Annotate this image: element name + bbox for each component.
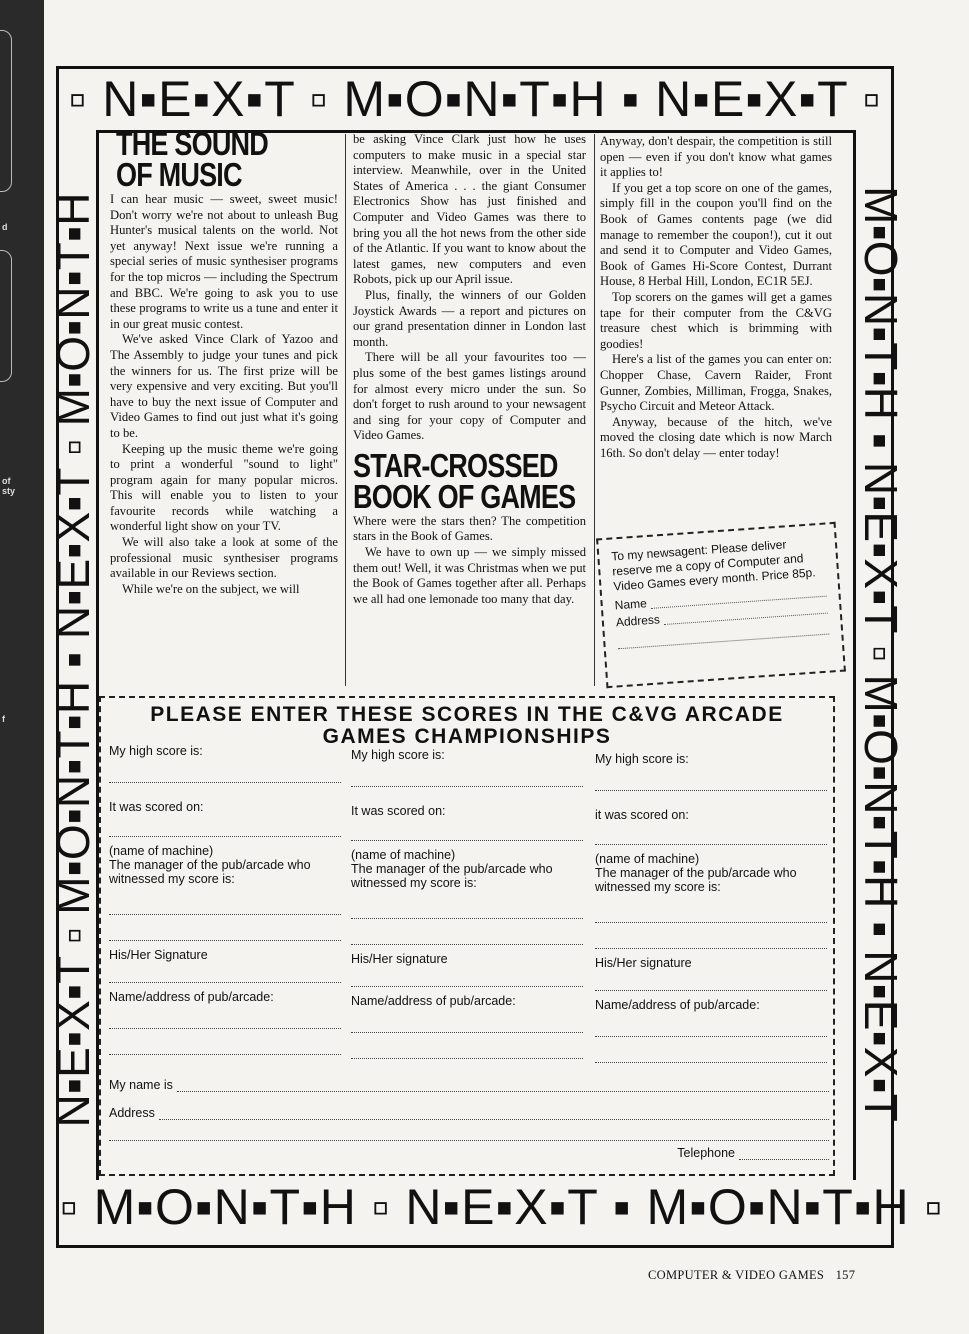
border-text-bottom: ▫ M▪O▪N▪T▪H ▫ N▪E▪X▪T ▪ M▪O▪N▪T▪H ▫ bbox=[60, 1179, 944, 1235]
address-label: Address bbox=[109, 1106, 155, 1120]
pub-label: Name/address of pub/arcade: bbox=[109, 990, 274, 1004]
paragraph: I can hear music — sweet, sweet music! Don't worry we're not about to unleash Bug Hunter's musical talents on the world. Not yet anyway! Next issue we're running a special series of music synthesiser programs for the top micros — including the Spectrum and BBC. We're going to ask you to use these programs to write us a tune and enter it in our great music contest. bbox=[110, 192, 338, 331]
signature-label: His/Her signature bbox=[595, 956, 692, 970]
article-book-of-games-contest bbox=[600, 134, 832, 461]
signature-label: His/Her Signature bbox=[109, 948, 208, 962]
border-text-right: M▪O▪N▪T▪H ▪ N▪E▪X▪T ▫ M▪O▪N▪T▪H ▪ N▪E▪X▪T bbox=[855, 186, 907, 1122]
column-rule bbox=[345, 134, 346, 686]
pub-field-2[interactable] bbox=[351, 1046, 583, 1059]
scored-on-label: It was scored on: bbox=[109, 800, 204, 814]
manager-field[interactable] bbox=[351, 906, 583, 919]
pub-label: Name/address of pub/arcade: bbox=[595, 998, 760, 1012]
manager-label: The manager of the pub/arcade who witnessed my score is: bbox=[595, 866, 797, 894]
paragraph: We will also take a look at some of the professional music synthesiser programs available in our Reviews section. bbox=[110, 535, 338, 581]
coupon-address-label: Address bbox=[615, 612, 661, 630]
paragraph: Here's a list of the games you can enter on: Chopper Chase, Cavern Raider, Front Gunner, Zombies, Milliman, Frogga, Snakes, Psycho Circuit and Meteor Attack. bbox=[600, 352, 832, 414]
address-row[interactable] bbox=[109, 1106, 829, 1120]
paragraph: be asking Vince Clark just how he uses computers to make music in a special star interview. Meanwhile, over in the United States of America . . . the giant Consumer Electronics Show has just finished and Computer and Video Games was there to bring you all the hot news from the other side of the Atlantic. If you want to know about the latest games, new computers and even Robots, pick up our April issue. bbox=[353, 132, 586, 287]
championship-entry-form bbox=[99, 696, 835, 1176]
manager-field[interactable] bbox=[109, 902, 341, 915]
pub-field[interactable] bbox=[595, 1024, 827, 1037]
machine-hint: (name of machine) bbox=[109, 844, 214, 858]
high-score-label: My high score is: bbox=[351, 748, 445, 762]
high-score-field[interactable] bbox=[351, 774, 583, 787]
address-field[interactable] bbox=[159, 1109, 829, 1120]
paragraph: Where were the stars then? The competition stars in the Book of Games. bbox=[353, 513, 586, 544]
article-star-crossed bbox=[353, 132, 586, 607]
pub-field[interactable] bbox=[109, 1016, 341, 1029]
newsagent-coupon[interactable] bbox=[596, 522, 846, 688]
adjacent-page-shape bbox=[0, 30, 12, 192]
telephone-field[interactable] bbox=[739, 1149, 829, 1160]
form-title: PLEASE ENTER THESE SCORES IN THE C&VG ARCADE GAMES CHAMPIONSHIPS bbox=[150, 703, 784, 748]
adjacent-page-shape bbox=[0, 250, 12, 382]
telephone-label: Telephone bbox=[677, 1146, 735, 1160]
page-footer bbox=[648, 1268, 855, 1283]
high-score-label: My high score is: bbox=[109, 744, 203, 758]
article-sound-of-music bbox=[110, 125, 338, 597]
paragraph: If you get a top score on one of the games, simply fill in the coupon you'll find on the Book of Games contents page (we did manage to remember the coupon!), cut it out and send it to Computer and Video Games, Book of Games Hi-Score Contest, Durrant House, 8 Herbal Hill, London, EC1R 5EJ. bbox=[600, 180, 832, 289]
manager-field-2[interactable] bbox=[351, 932, 583, 945]
address-row-2[interactable] bbox=[109, 1130, 829, 1141]
paragraph: Keeping up the music theme we're going to print a wonderful "sound to light" program again for many popular micros. This will enable you to listen to your favourite records while watching a wonderful light show on your TV. bbox=[110, 441, 338, 534]
high-score-label: My high score is: bbox=[595, 752, 689, 766]
scored-on-label: It was scored on: bbox=[351, 804, 446, 818]
machine-field[interactable] bbox=[351, 828, 583, 841]
paragraph: While we're on the subject, we will bbox=[122, 581, 300, 596]
border-text-left: N▪E▪X▪T ▫ M▪O▪N▪T▪H ▪ N▪E▪X▪T ▫ M▪O▪N▪T▪H bbox=[47, 192, 99, 1128]
signature-field[interactable] bbox=[351, 974, 583, 987]
magazine-name: COMPUTER & VIDEO GAMES bbox=[648, 1268, 825, 1282]
high-score-field[interactable] bbox=[595, 778, 827, 791]
paragraph: We have to own up — we simply missed them out! Well, it was Christmas when we put the Book of Games together after all. Perhaps we all had one lemonade too many that day. bbox=[353, 545, 586, 606]
paragraph: Plus, finally, the winners of our Golden Joystick Awards — a report and pictures on our grand presentation dinner in London last month. bbox=[353, 287, 586, 349]
signature-label: His/Her signature bbox=[351, 952, 448, 966]
paragraph: We've asked Vince Clark of Yazoo and The Assembly to judge your tunes and pick the winners for us. The first prize will be very expensive and very exciting. But you'll have to buy the next issue of Computer and Video Games to find out just what it's going to be. bbox=[110, 332, 338, 440]
pub-field-2[interactable] bbox=[109, 1042, 341, 1055]
edge-text: d bbox=[2, 222, 8, 232]
address-field-2[interactable] bbox=[109, 1130, 829, 1141]
manager-field[interactable] bbox=[595, 910, 827, 923]
manager-label: The manager of the pub/arcade who witnessed my score is: bbox=[109, 858, 311, 886]
headline-sound-of-music: THE SOUND OF MUSIC bbox=[116, 125, 268, 193]
my-name-label: My name is bbox=[109, 1078, 173, 1092]
my-name-row[interactable] bbox=[109, 1078, 829, 1092]
machine-field[interactable] bbox=[109, 824, 341, 837]
my-name-field[interactable] bbox=[177, 1081, 829, 1092]
paragraph: There will be all your favourites too — plus some of the best games listings around for almost every micro under the sun. So don't forget to rush around to your newsagent and sing for your copy of Computer and Video Games. bbox=[353, 350, 586, 443]
pub-label: Name/address of pub/arcade: bbox=[351, 994, 516, 1008]
machine-hint: (name of machine) bbox=[595, 852, 700, 866]
telephone-row[interactable] bbox=[109, 1146, 829, 1160]
machine-hint: (name of machine) bbox=[351, 848, 456, 862]
manager-field-2[interactable] bbox=[109, 928, 341, 941]
scored-on-label: it was scored on: bbox=[595, 808, 689, 822]
manager-field-2[interactable] bbox=[595, 936, 827, 949]
column-rule bbox=[594, 134, 595, 686]
manager-label: The manager of the pub/arcade who witnessed my score is: bbox=[351, 862, 553, 890]
high-score-field[interactable] bbox=[109, 770, 341, 783]
coupon-name-label: Name bbox=[614, 596, 648, 613]
pub-field[interactable] bbox=[351, 1020, 583, 1033]
signature-field[interactable] bbox=[109, 970, 341, 983]
paragraph: Anyway, don't despair, the competition is still open — even if you don't know what games it applies to! bbox=[600, 134, 832, 180]
coupon-text: To my newsagent: Please deliver reserve me a copy of Computer and Video Games every month. Price 85p. bbox=[610, 537, 816, 594]
edge-text: of bbox=[2, 476, 11, 486]
edge-text: f bbox=[2, 714, 5, 724]
border-text-top: ▫ N▪E▪X▪T ▫ M▪O▪N▪T▪H ▪ N▪E▪X▪T ▫ bbox=[68, 71, 882, 127]
signature-field[interactable] bbox=[595, 978, 827, 991]
paragraph: Top scorers on the games will get a games tape for their computer from the C&VG treasure chest which is brimming with goodies! bbox=[600, 289, 832, 351]
paragraph: Anyway, because of the hitch, we've moved the closing date which is now March 16th. So don't delay — enter today! bbox=[600, 414, 832, 460]
headline-star-crossed: STAR-CROSSED BOOK OF GAMES bbox=[353, 446, 576, 515]
machine-field[interactable] bbox=[595, 832, 827, 845]
edge-text: sty bbox=[2, 486, 16, 496]
adjacent-page-strip bbox=[0, 0, 44, 1334]
pub-field-2[interactable] bbox=[595, 1050, 827, 1063]
page-number: 157 bbox=[835, 1268, 856, 1282]
